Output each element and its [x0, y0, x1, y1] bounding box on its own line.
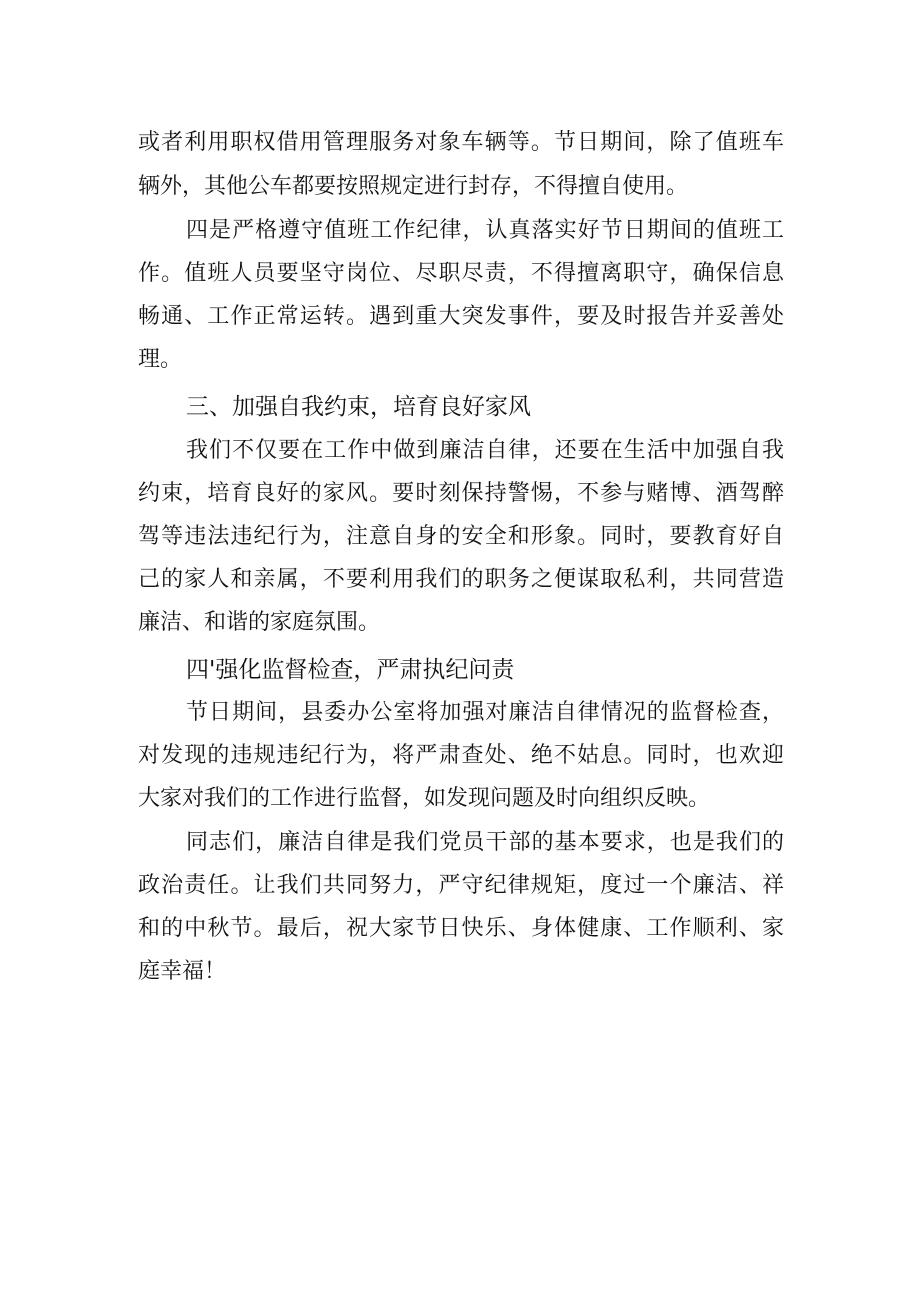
- body-text-line: 和的中秋节。最后，祝大家节日快乐、身体健康、工作顺利、家: [138, 916, 784, 941]
- body-text-line: 约束，培育良好的家风。要时刻保持警惕，不参与赌博、酒驾醉: [138, 481, 784, 506]
- section-heading: 三、加强自我约束，培育良好家风: [186, 394, 531, 420]
- body-text-line: 畅通、工作正常运转。遇到重大突发事件，要及时报告并妥善处: [138, 304, 784, 329]
- body-text-line: 四是严格遵守值班工作纪律，认真落实好节日期间的值班工: [186, 218, 784, 243]
- body-text-line: 庭幸福！: [138, 959, 227, 984]
- body-text-line: 理。: [138, 347, 183, 372]
- body-text-line: 我们不仅要在工作中做到廉洁自律，还要在生活中加强自我: [186, 438, 784, 463]
- body-text-line: 大家对我们的工作进行监督，如发现问题及时向组织反映。: [138, 786, 711, 811]
- body-text-line: 辆外，其他公车都要按照规定进行封存，不得擅自使用。: [138, 174, 689, 199]
- section-heading: 四'强化监督检查，严肃执纪问责: [186, 657, 515, 683]
- body-text-line: 政治责任。让我们共同努力，严守纪律规矩，度过一个廉洁、祥: [138, 873, 784, 898]
- body-text-line: 或者利用职权借用管理服务对象车辆等。节日期间，除了值班车: [138, 130, 784, 155]
- body-text-line: 同志们，廉洁自律是我们党员干部的基本要求，也是我们的: [186, 830, 784, 855]
- body-text-line: 廉洁、和谐的家庭氛围。: [138, 610, 381, 635]
- body-text-line: 节日期间，县委办公室将加强对廉洁自律情况的监督检查，: [186, 700, 784, 725]
- body-text-line: 作。值班人员要坚守岗位、尽职尽责，不得擅离职守，确保信息: [138, 261, 784, 286]
- body-text-line: 驾等违法违纪行为，注意自身的安全和形象。同时，要教育好自: [138, 524, 784, 549]
- body-text-line: 对发现的违规违纪行为，将严肃查处、绝不姑息。同时，也欢迎: [138, 743, 784, 768]
- body-text-line: 己的家人和亲属，不要利用我们的职务之便谋取私利，共同营造: [138, 567, 784, 592]
